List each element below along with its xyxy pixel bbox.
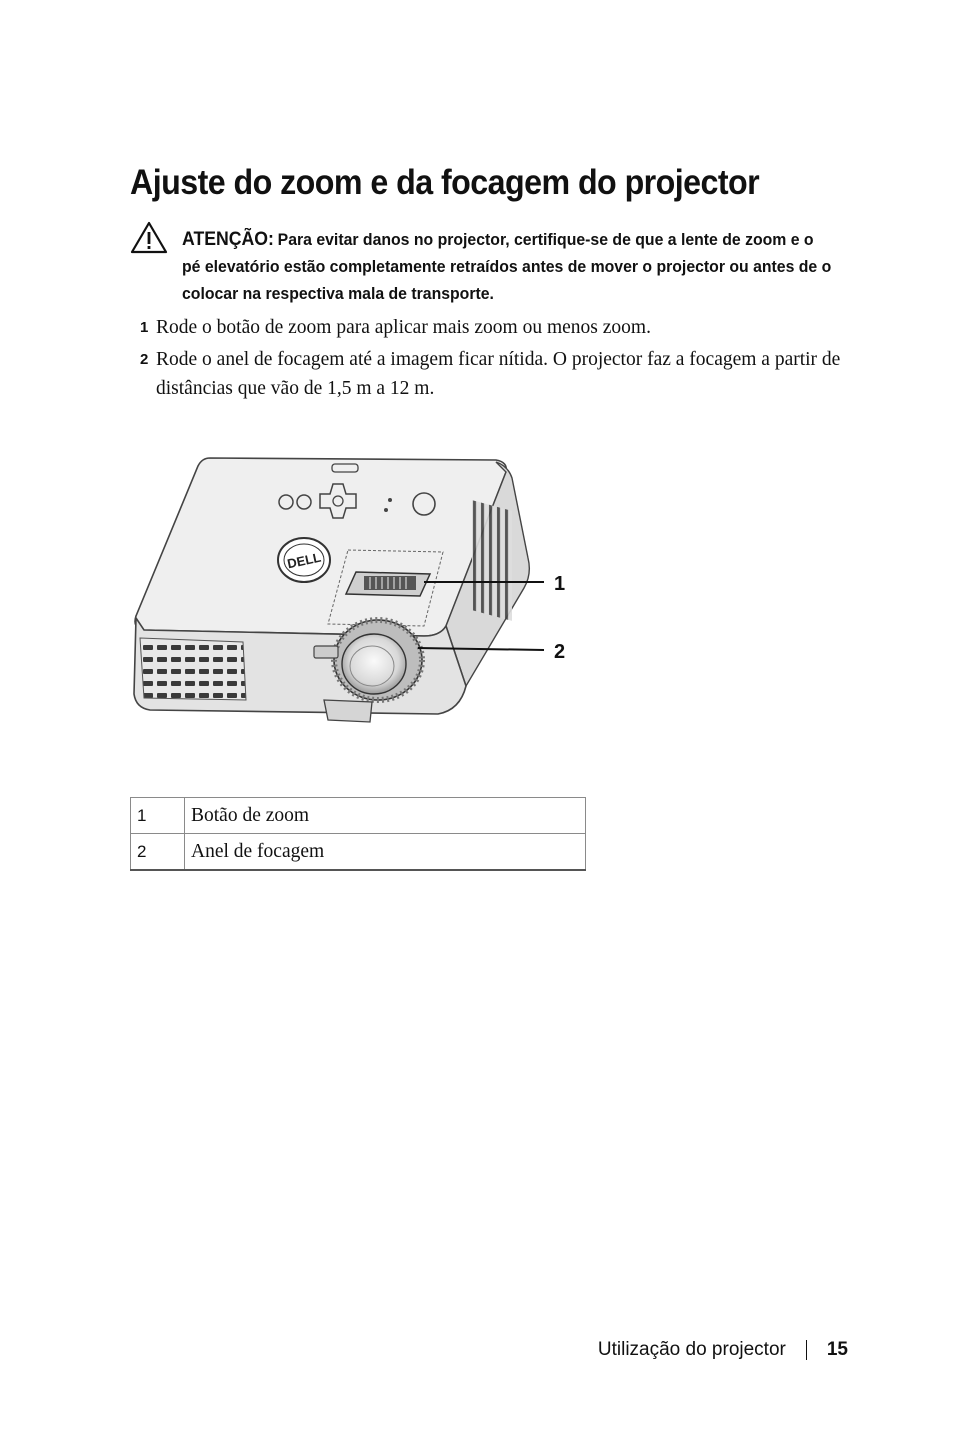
page-footer <box>598 1339 848 1361</box>
step-2 <box>140 345 860 403</box>
caution-text: Para evitar danos no projector, certifique-se de que a lente de zoom e o pé elevatório estão completamente retraídos antes de mover o projector ou antes de o colocar na respectiva mala de transporte. <box>182 230 832 303</box>
callout-1: 1 <box>554 573 566 595</box>
footer-section: Utilização do projector <box>597 1339 786 1360</box>
page-number: 15 <box>826 1339 848 1360</box>
footer-divider <box>806 1340 807 1360</box>
table-row <box>131 834 586 871</box>
step-number: 2 <box>140 351 149 368</box>
dell-logo <box>278 538 330 582</box>
step-number: 1 <box>140 319 149 336</box>
legend-label: Anel de focagem <box>185 834 586 871</box>
caution-notice <box>182 226 833 307</box>
svg-text:DELL: DELL <box>285 549 323 572</box>
step-text: Rode o botão de zoom para aplicar mais zoom ou menos zoom. <box>156 317 651 338</box>
projector-illustration <box>128 438 578 738</box>
caution-label: ATENÇÃO: <box>182 229 274 250</box>
step-1 <box>140 313 860 342</box>
legend-number: 1 <box>131 798 185 834</box>
page-title: Ajuste do zoom e da focagem do projector <box>130 163 760 202</box>
warning-icon <box>130 221 168 254</box>
step-text: Rode o anel de focagem até a imagem ficar nítida. O projector faz a focagem a partir de distâncias que vão de 1,5 m a 12 m. <box>156 349 841 399</box>
table-row <box>131 798 586 834</box>
callout-2: 2 <box>554 641 566 663</box>
legend-number: 2 <box>131 834 185 871</box>
legend-label: Botão de zoom <box>185 798 586 834</box>
legend-table <box>130 797 586 871</box>
